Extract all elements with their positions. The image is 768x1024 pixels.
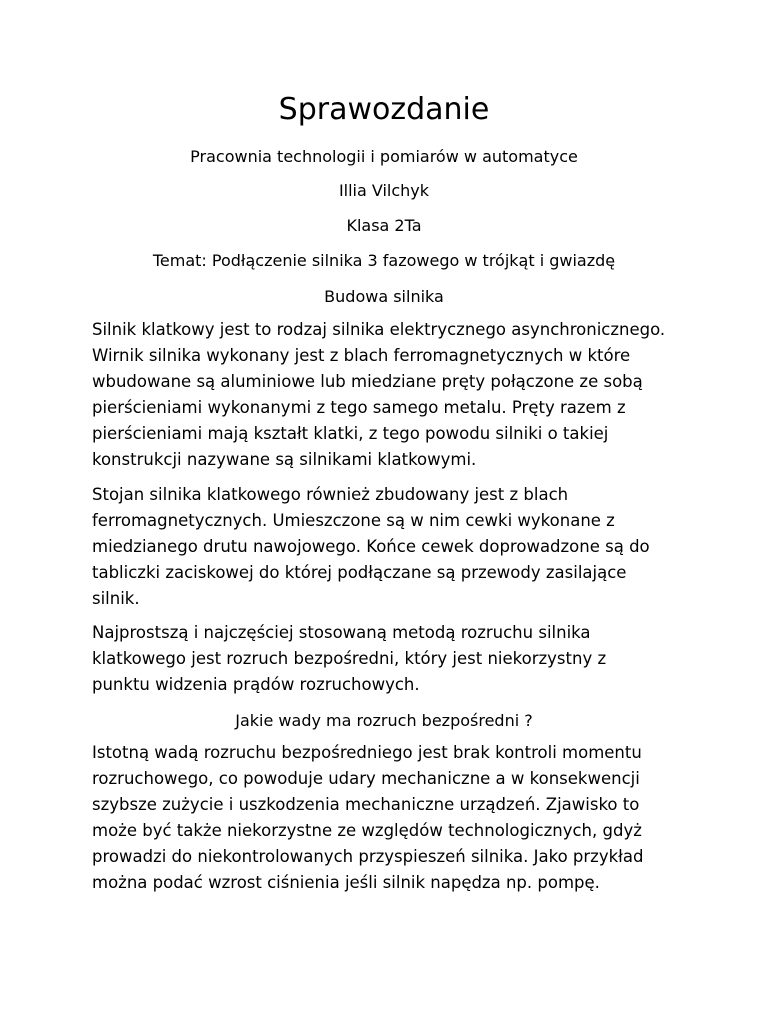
paragraph-4 <box>92 740 692 896</box>
text-line: Najprostszą i najczęściej stosowaną metodą rozruchu silnika <box>92 623 591 642</box>
class-line: Klasa 2Ta <box>346 216 422 235</box>
text-line: prowadzi do niekontrolowanych przyspieszeń silnika. Jako przykład <box>92 847 644 866</box>
text-line: Stojan silnika klatkowego również zbudowany jest z blach <box>92 485 569 504</box>
text-line: silnik. <box>92 589 140 608</box>
text-line: pierścieniami mają kształt klatki, z tego powodu silniki o takiej <box>92 424 609 443</box>
paragraph-3 <box>92 620 692 698</box>
text-line: tabliczki zaciskowej do której podłączane są przewody zasilające <box>92 563 627 582</box>
topic-line: Temat: Podłączenie silnika 3 fazowego w trójkąt i gwiazdę <box>152 251 616 270</box>
text-line: rozruchowego, co powoduje udary mechaniczne a w konsekwencji <box>92 769 640 788</box>
text-line: ferromagnetycznych. Umieszczone są w nim cewki wykonane z <box>92 511 615 530</box>
text-line: pierścieniami wykonanymi z tego samego metalu. Pręty razem z <box>92 398 626 417</box>
section-heading: Budowa silnika <box>324 287 444 306</box>
text-line: miedzianego drutu nawojowego. Końce cewek doprowadzone są do <box>92 537 650 556</box>
text-line: Istotną wadą rozruchu bezpośredniego jest brak kontroli momentu <box>92 743 642 762</box>
text-line: można podać wzrost ciśnienia jeśli silnik napędza np. pompę. <box>92 873 600 892</box>
text-line: może być także niekorzystne ze względów technologicznych, gdyż <box>92 821 642 840</box>
text-line: klatkowego jest rozruch bezpośredni, który jest niekorzystny z <box>92 649 607 668</box>
text-line: Silnik klatkowy jest to rodzaj silnika elektrycznego asynchronicznego. <box>92 320 666 339</box>
document-title: Sprawozdanie <box>278 92 490 127</box>
text-line: punktu widzenia prądów rozruchowych. <box>92 675 420 694</box>
question-heading: Jakie wady ma rozruch bezpośredni ? <box>235 711 533 730</box>
subject-line: Pracownia technologii i pomiarów w automatyce <box>190 147 578 166</box>
text-line: wbudowane są aluminiowe lub miedziane pręty połączone ze sobą <box>92 372 643 391</box>
text-line: szybsze zużycie i uszkodzenia mechaniczne urządzeń. Zjawisko to <box>92 795 640 814</box>
author-line: Illia Vilchyk <box>338 181 430 200</box>
text-line: Wirnik silnika wykonany jest z blach ferromagnetycznych w które <box>92 346 631 365</box>
paragraph-1 <box>92 317 692 473</box>
text-line: konstrukcji nazywane są silnikami klatkowymi. <box>92 450 477 469</box>
paragraph-2 <box>92 482 692 612</box>
